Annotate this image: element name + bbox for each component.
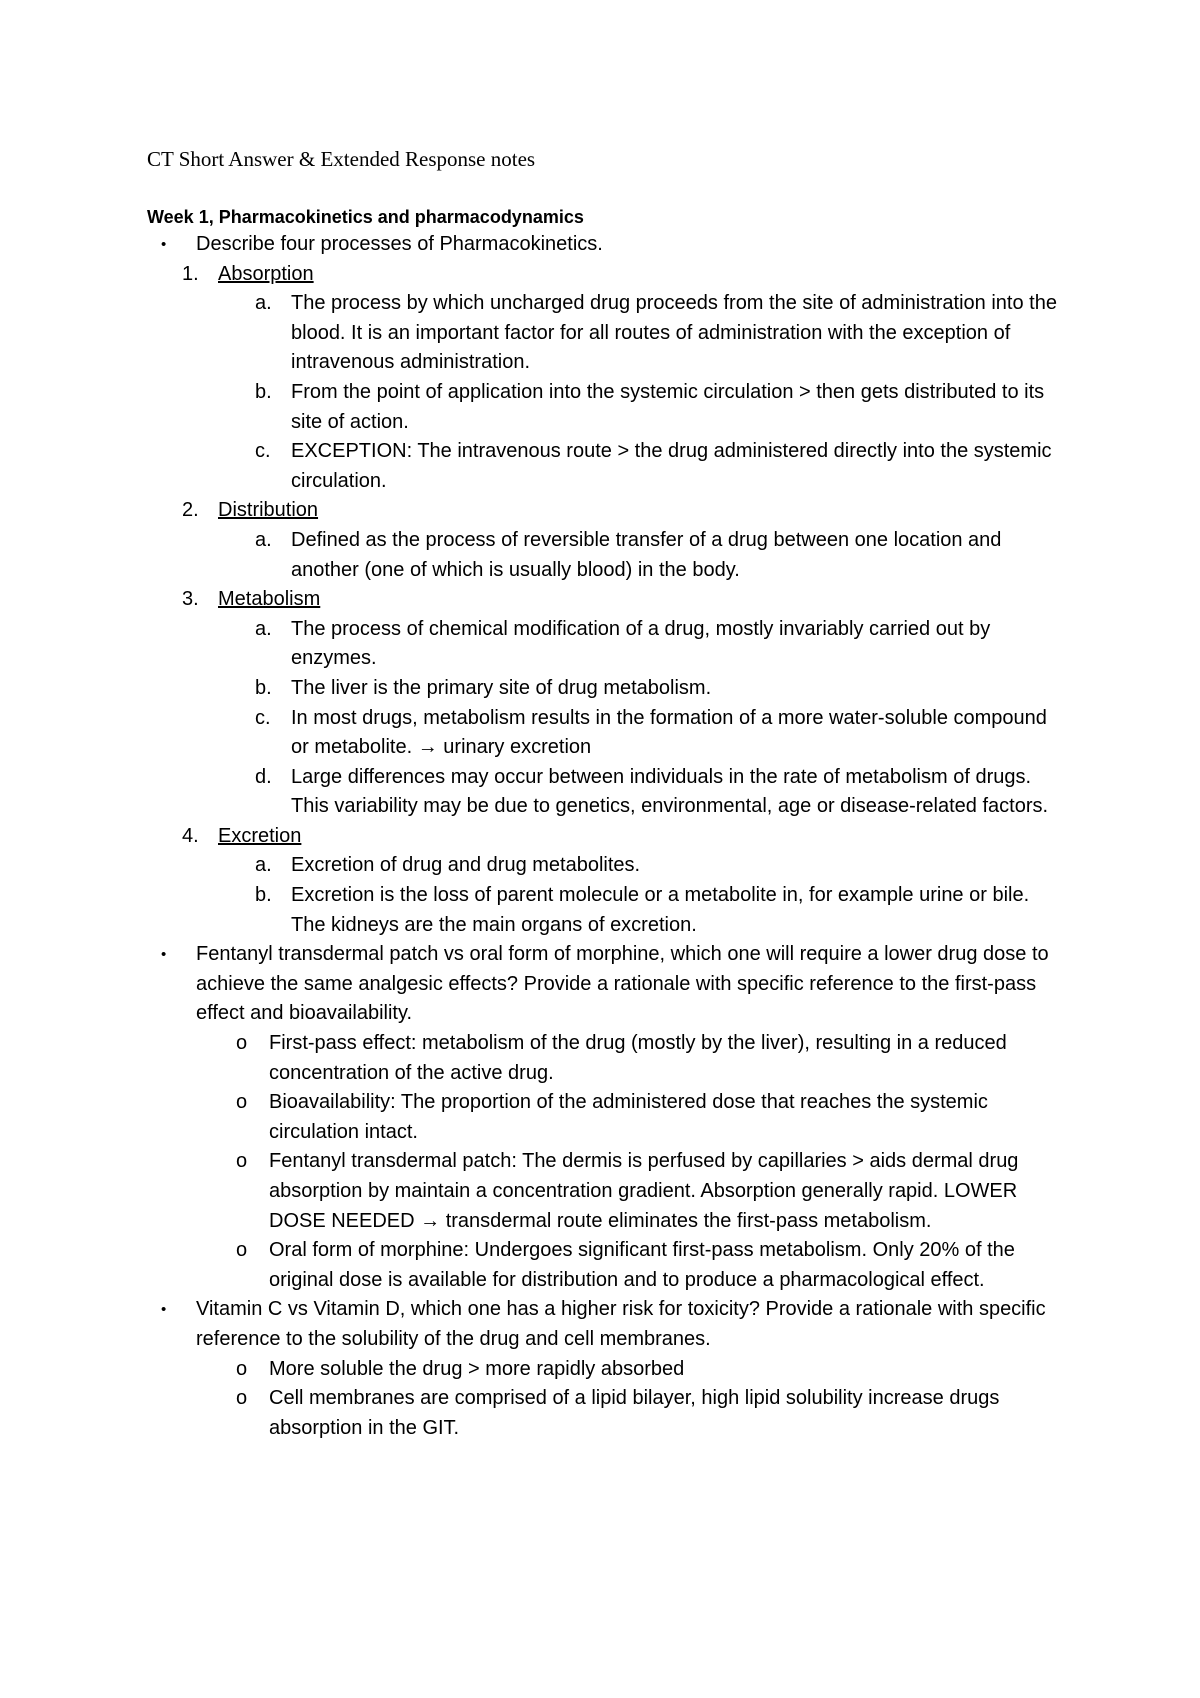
list-item-text: The process by which uncharged drug proceeds from the site of administration into the blood. It is an important factor for all routes of administration with the exception of intravenous administration.: [291, 292, 1057, 374]
process-excretion: [0, 822, 1200, 852]
list-item: [0, 763, 1200, 822]
sub-bullet-marker: o: [236, 1032, 248, 1055]
list-letter: a.: [255, 617, 272, 640]
list-item-text: The process of chemical modification of a drug, mostly invariably carried out by enzymes.: [291, 617, 991, 670]
list-item-text: Oral form of morphine: Undergoes significant first-pass metabolism. Only 20% of the original dose is available for distribution and to produce a pharmacological effect.: [269, 1239, 1015, 1291]
process-distribution: [0, 496, 1200, 526]
list-letter: b.: [255, 676, 272, 699]
list-item-text: In most drugs, metabolism results in the formation of a more water-soluble compound or metabolite. → urinary excretion: [291, 706, 1047, 759]
question-2: [0, 940, 1200, 1029]
sub-bullet-marker: o: [236, 1357, 248, 1380]
bullet-marker: •: [161, 236, 167, 253]
list-item: [0, 704, 1200, 763]
question-1: [0, 230, 1200, 260]
list-item: [0, 1147, 1200, 1236]
list-item: [0, 526, 1200, 585]
list-item-text: Cell membranes are comprised of a lipid bilayer, high lipid solubility increase drugs absorption in the GIT.: [269, 1387, 1000, 1439]
list-item-text: Large differences may occur between individuals in the rate of metabolism of drugs. This variability may be due to genetics, environmental, age or disease-related factors.: [291, 765, 1049, 818]
list-letter: a.: [255, 528, 272, 551]
list-item-text: From the point of application into the systemic circulation > then gets distributed to its site of action.: [291, 380, 1045, 433]
list-number: 1.: [182, 262, 199, 285]
list-number: 4.: [182, 824, 199, 847]
list-item: [0, 674, 1200, 704]
list-item: [0, 1088, 1200, 1147]
list-item: [0, 1029, 1200, 1088]
process-title: Distribution: [218, 499, 319, 522]
list-letter: c.: [255, 706, 271, 729]
question-text: Fentanyl transdermal patch vs oral form of morphine, which one will require a lower drug dose to achieve the same analgesic effects? Provide a rationale with specific reference to the first-pass effect and bioavailability.: [196, 943, 1049, 1025]
question-3: [0, 1295, 1200, 1354]
process-absorption: [0, 260, 1200, 290]
list-item-text: Fentanyl transdermal patch: The dermis is perfused by capillaries > aids dermal drug absorption by maintain a concentration gradient. Absorption generally rapid. LOWER DOSE NEEDED → transdermal route eliminates the first-pass metabolism.: [269, 1150, 1019, 1232]
list-item: [0, 1355, 1200, 1385]
list-item-text: Excretion is the loss of parent molecule or a metabolite in, for example urine or bile. The kidneys are the main organs of excretion.: [291, 884, 1030, 936]
list-item-text: Defined as the process of reversible transfer of a drug between one location and another (one of which is usually blood) in the body.: [291, 528, 1002, 581]
list-item-text: The liver is the primary site of drug metabolism.: [291, 676, 712, 699]
bullet-marker: •: [161, 1301, 167, 1319]
list-item: [0, 437, 1200, 496]
list-item: [0, 378, 1200, 437]
week-heading: Week 1, Pharmacokinetics and pharmacodynamics: [147, 207, 584, 227]
bullet-marker: •: [161, 946, 167, 964]
list-number: 3.: [182, 588, 199, 611]
list-letter: a.: [255, 854, 272, 877]
question-text: Vitamin C vs Vitamin D, which one has a higher risk for toxicity? Provide a rationale with specific reference to the solubility of the drug and cell membranes.: [196, 1298, 1046, 1350]
list-item: [0, 1384, 1200, 1443]
list-item: [0, 1236, 1200, 1295]
list-number: 2.: [182, 499, 199, 522]
sub-bullet-marker: o: [236, 1150, 248, 1173]
list-letter: d.: [255, 765, 272, 788]
list-letter: a.: [255, 292, 272, 315]
notes-content: [0, 230, 1200, 1443]
document-title: CT Short Answer & Extended Response notes: [147, 147, 536, 171]
list-item: [0, 289, 1200, 378]
process-title: Metabolism: [218, 588, 321, 611]
process-title: Absorption: [218, 262, 314, 285]
process-metabolism: [0, 585, 1200, 615]
list-item-text: More soluble the drug > more rapidly absorbed: [269, 1357, 685, 1380]
list-item-text: Bioavailability: The proportion of the administered dose that reaches the systemic circulation intact.: [269, 1091, 988, 1143]
process-title: Excretion: [218, 824, 302, 847]
list-item-text: First-pass effect: metabolism of the drug (mostly by the liver), resulting in a reduced concentration of the active drug.: [269, 1032, 1007, 1084]
list-letter: b.: [255, 884, 272, 907]
list-letter: c.: [255, 440, 271, 463]
list-item: [0, 615, 1200, 674]
list-item: [0, 881, 1200, 940]
list-item-text: Excretion of drug and drug metabolites.: [291, 854, 641, 877]
list-item: [0, 851, 1200, 881]
question-text: Describe four processes of Pharmacokinetics.: [196, 233, 603, 255]
sub-bullet-marker: o: [236, 1387, 248, 1410]
list-item-text: EXCEPTION: The intravenous route > the drug administered directly into the systemic circulation.: [291, 440, 1052, 492]
list-letter: b.: [255, 380, 272, 403]
sub-bullet-marker: o: [236, 1091, 248, 1114]
sub-bullet-marker: o: [236, 1239, 248, 1262]
